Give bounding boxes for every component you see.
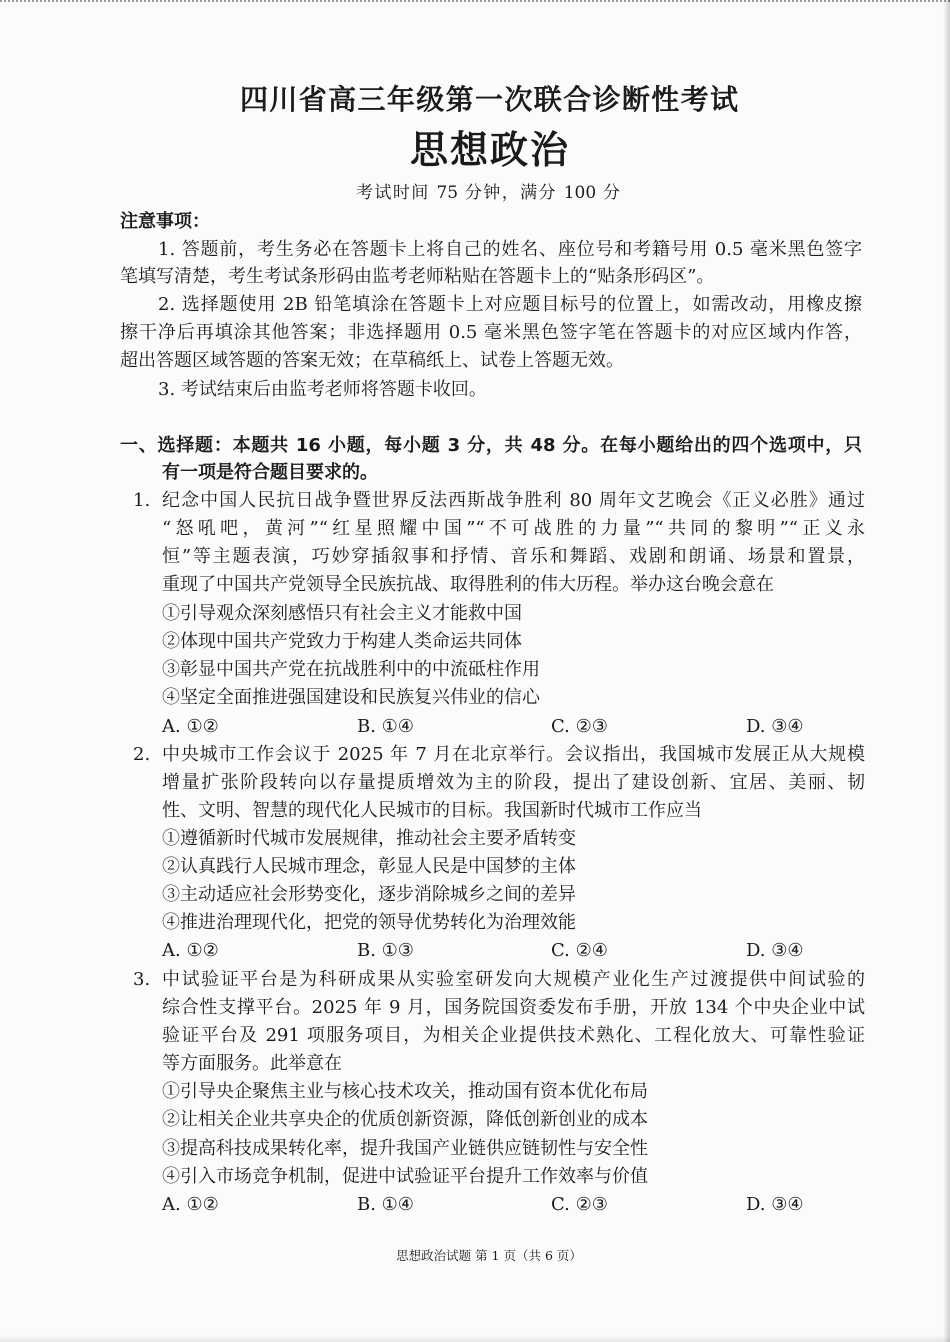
question-statement: ③主动适应社会形势变化，逐步消除城乡之间的差异: [162, 884, 576, 905]
question-statement: ④引入市场竞争机制，促进中试验证平台提升工作效率与价值: [162, 1166, 648, 1187]
question-statement: ①引导央企聚焦主业与核心技术攻关，推动国有资本优化布局: [162, 1081, 648, 1102]
question-stem-line: 等方面服务。此举意在: [162, 1053, 342, 1074]
question-stem-line: 增量扩张阶段转向以存量提质增效为主的阶段，提出了建设创新、宜居、美丽、韧: [162, 772, 865, 793]
question-stem-line: 纪念中国人民抗日战争暨世界反法西斯战争胜利 80 周年文艺晚会《正义必胜》通过: [162, 490, 865, 511]
question-stem-line: 性、文明、智慧的现代化人民城市的目标。我国新时代城市工作应当: [162, 800, 702, 821]
notice-heading: 注意事项：: [120, 211, 210, 232]
exam-info: 考试时间 75 分钟，满分 100 分: [356, 183, 620, 203]
option-b: B. ①④: [357, 1194, 414, 1215]
option-c: C. ②③: [551, 1194, 608, 1215]
option-b: B. ①④: [357, 716, 414, 737]
question-statement: ②让相关企业共享央企的优质创新资源，降低创新创业的成本: [162, 1109, 648, 1130]
question-statement: ③提高科技成果转化率，提升我国产业链供应链韧性与安全性: [162, 1138, 648, 1159]
option-a: A. ①②: [162, 1194, 219, 1215]
option-a: A. ①②: [162, 940, 219, 961]
notice-line: 1. 答题前，考生务必在答题卡上将自己的姓名、座位号和考籍号用 0.5 毫米黑色签字: [158, 239, 862, 260]
page-number-label: 思想政治试题 第 1 页（共 6 页）: [396, 1248, 582, 1263]
question-statement: ④推进治理现代化，把党的领导优势转化为治理效能: [162, 912, 576, 933]
question-number: 1.: [133, 490, 151, 511]
question-stem-line: 恒”等主题表演，巧妙穿插叙事和抒情、音乐和舞蹈、戏剧和朗诵、场景和置景，: [162, 546, 865, 567]
question-stem-line: 中央城市工作会议于 2025 年 7 月在北京举行。会议指出，我国城市发展正从大规模: [162, 744, 865, 765]
exam-title: 四川省高三年级第一次联合诊断性考试: [240, 83, 738, 116]
question-stem-line: 验证平台及 291 项服务项目，为相关企业提供技术熟化、工程化放大、可靠性验证: [162, 1025, 865, 1046]
option-c: C. ②④: [551, 940, 608, 961]
option-d: D. ③④: [746, 1194, 804, 1215]
scan-edge-top: [0, 0, 950, 3]
section-heading-line: 一、选择题：本题共 16 小题，每小题 3 分，共 48 分。在每小题给出的四个选项中，只: [120, 435, 862, 456]
scan-edge-right: [943, 0, 950, 1342]
option-c: C. ②③: [551, 716, 608, 737]
subject-title: 思想政治: [410, 127, 568, 172]
question-number: 3.: [133, 969, 151, 990]
notice-line: 擦干净后再填涂其他答案；非选择题用 0.5 毫米黑色签字笔在答题卡的对应区域内作答，: [120, 322, 862, 343]
notice-line: 3. 考试结束后由监考老师将答题卡收回。: [158, 379, 487, 400]
option-b: B. ①③: [357, 940, 414, 961]
notice-line: 笔填写清楚，考生考试条形码由监考老师粘贴在答题卡上的“贴条形码区”。: [120, 266, 715, 287]
option-d: D. ③④: [746, 716, 804, 737]
question-statement: ②认真践行人民城市理念，彰显人民是中国梦的主体: [162, 856, 576, 877]
section-heading-line: 有一项是符合题目要求的。: [162, 462, 378, 483]
question-statement: ②体现中国共产党致力于构建人类命运共同体: [162, 631, 522, 652]
question-stem-line: “怒吼吧，黄河”“红星照耀中国”“不可战胜的力量”“共同的黎明”“正义永: [162, 518, 865, 539]
question-number: 2.: [133, 744, 151, 765]
notice-line: 2. 选择题使用 2B 铅笔填涂在答题卡上对应题目标号的位置上，如需改动，用橡皮擦: [158, 294, 862, 315]
scan-edge-bottom: [0, 1334, 950, 1342]
question-statement: ④坚定全面推进强国建设和民族复兴伟业的信心: [162, 687, 540, 708]
question-stem-line: 中试验证平台是为科研成果从实验室研发向大规模产业化生产过渡提供中间试验的: [162, 969, 865, 990]
question-stem-line: 综合性支撑平台。2025 年 9 月，国务院国资委发布手册，开放 134 个中央企业中试: [162, 997, 865, 1018]
notice-line: 超出答题区域答题的答案无效；在草稿纸上、试卷上答题无效。: [120, 350, 624, 371]
question-statement: ①遵循新时代城市发展规律，推动社会主要矛盾转变: [162, 828, 576, 849]
question-stem-line: 重现了中国共产党领导全民族抗战、取得胜利的伟大历程。举办这台晚会意在: [162, 574, 774, 595]
option-a: A. ①②: [162, 716, 219, 737]
question-statement: ③彰显中国共产党在抗战胜利中的中流砥柱作用: [162, 659, 540, 680]
question-statement: ①引导观众深刻感悟只有社会主义才能救中国: [162, 603, 522, 624]
option-d: D. ③④: [746, 940, 804, 961]
